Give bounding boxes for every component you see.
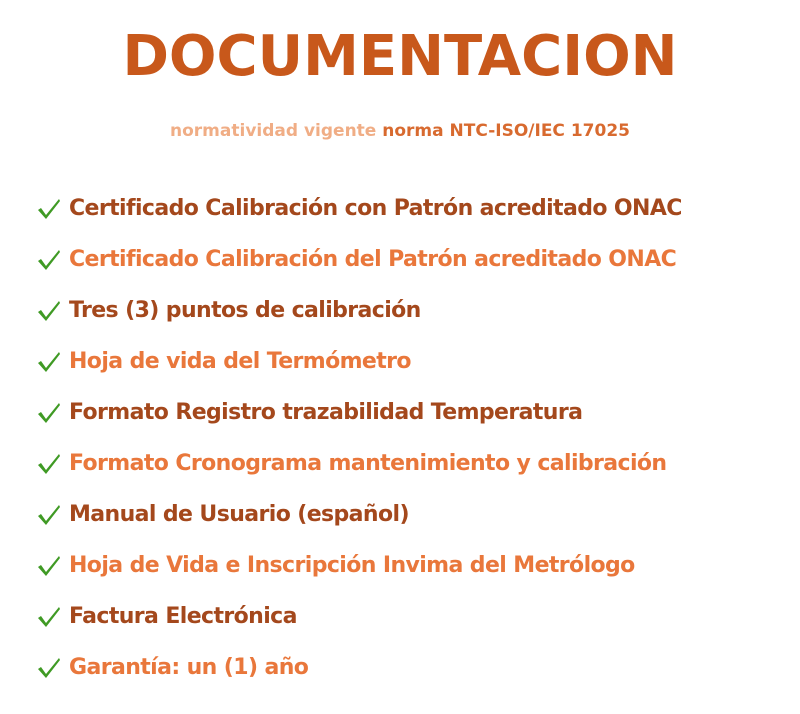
list-item-label: Tres (3) puntos de calibración: [69, 297, 421, 323]
list-item: [36, 540, 796, 591]
list-item-label: Certificado Calibración con Patrón acreditado ONAC: [69, 195, 682, 221]
list-item: [36, 489, 796, 540]
checkmark-icon: [36, 401, 62, 425]
checkmark-icon: [36, 656, 62, 680]
list-item-label: Factura Electrónica: [69, 603, 297, 629]
list-item: [36, 183, 796, 234]
list-item: [36, 591, 796, 642]
list-item: [36, 336, 796, 387]
list-item-label: Formato Registro trazabilidad Temperatura: [69, 399, 583, 425]
checkmark-icon: [36, 554, 62, 578]
list-item-label: Certificado Calibración del Patrón acreditado ONAC: [69, 246, 677, 272]
list-item-label: Hoja de vida del Termómetro: [69, 348, 411, 374]
checkmark-icon: [36, 248, 62, 272]
checkmark-icon: [36, 605, 62, 629]
checkmark-icon: [36, 503, 62, 527]
list-item-label: Formato Cronograma mantenimiento y calibración: [69, 450, 667, 476]
checkmark-icon: [36, 299, 62, 323]
list-item: [36, 285, 796, 336]
list-item: [36, 387, 796, 438]
list-item: [36, 234, 796, 285]
subtitle: [0, 119, 800, 143]
list-item: [36, 438, 796, 489]
list-item-label: Garantía: un (1) año: [69, 654, 309, 680]
checkmark-icon: [36, 197, 62, 221]
documentation-list: [36, 183, 796, 693]
list-item-label: Manual de Usuario (español): [69, 501, 409, 527]
subtitle-norm: norma NTC-ISO/IEC 17025: [382, 121, 630, 141]
list-item: [36, 642, 796, 693]
page-title: DOCUMENTACION: [122, 24, 678, 89]
subtitle-prefix: normatividad vigente: [170, 121, 377, 141]
checkmark-icon: [36, 350, 62, 374]
list-item-label: Hoja de Vida e Inscripción Invima del Metrólogo: [69, 552, 635, 578]
checkmark-icon: [36, 452, 62, 476]
